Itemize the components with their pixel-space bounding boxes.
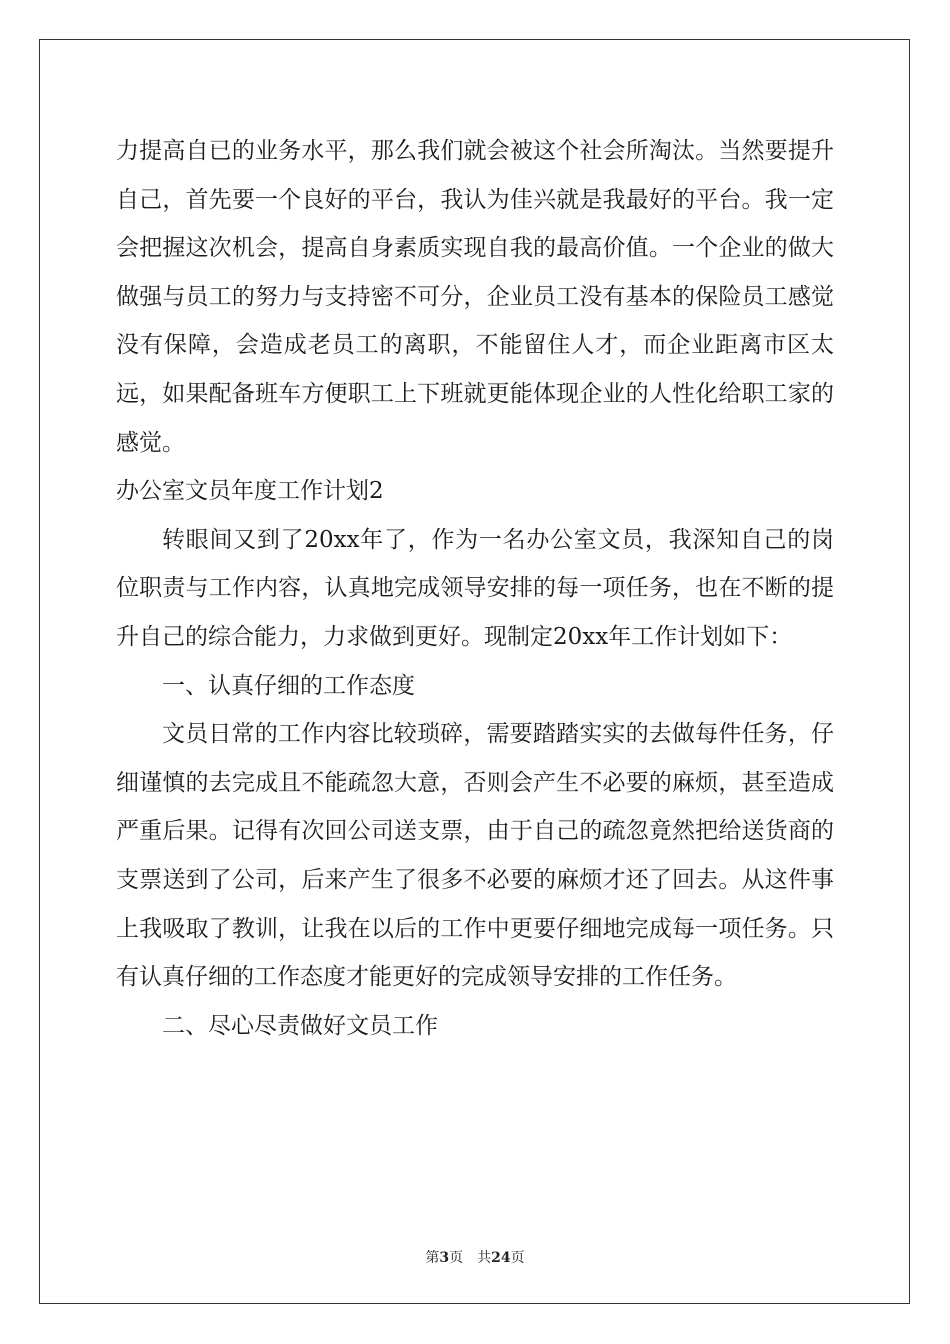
total-prefix: 共 <box>477 1250 492 1266</box>
total-pages: 24 <box>491 1250 511 1266</box>
subheading-two: 二、尽心尽责做好文员工作 <box>162 1012 438 1039</box>
page-prefix: 第 <box>425 1250 440 1266</box>
document-body <box>116 127 834 1050</box>
paragraph-attitude: 文员日常的工作内容比较琐碎，需要踏踏实实的去做每件任务，仔细谨慎的去完成且不能疏忽大意，否则会产生不必要的麻烦，甚至造成严重后果。记得有次回公司送支票，由于自己的疏忽竟然把给送货商的支票送到了公司，后来产生了很多不必要的麻烦才还了回去。从这件事上我吸取了教训，让我在以后的工作中更要仔细地完成每一项任务。只有认真仔细的工作态度才能更好的完成领导安排的工作任务。 <box>116 721 834 991</box>
section-heading: 办公室文员年度工作计划2 <box>116 478 384 505</box>
paragraph-continuation: 力提高自已的业务水平，那么我们就会被这个社会所淘汰。当然要提升自己，首先要一个良好的平台，我认为佳兴就是我最好的平台。我一定会把握这次机会，提高自身素质实现自我的最高价值。一个企业的做大做强与员工的努力与支持密不可分，企业员工没有基本的保险员工感觉没有保障，会造成老员工的离职，不能留住人才，而企业距离市区太远，如果配备班车方便职工上下班就更能体现企业的人性化给职工家的感觉。 <box>116 138 834 456</box>
total-suffix: 页 <box>510 1250 525 1266</box>
page-number: 3 <box>439 1250 450 1266</box>
subheading-one: 一、认真仔细的工作态度 <box>162 672 415 699</box>
paragraph-intro: 转眼间又到了20xx年了，作为一名办公室文员，我深知自己的岗位职责与工作内容，认真地完成领导安排的每一项任务，也在不断的提升自己的综合能力，力求做到更好。现制定20xx年工作计划如下： <box>116 526 834 650</box>
page-suffix: 页 <box>449 1250 464 1266</box>
page-footer <box>0 1250 950 1266</box>
